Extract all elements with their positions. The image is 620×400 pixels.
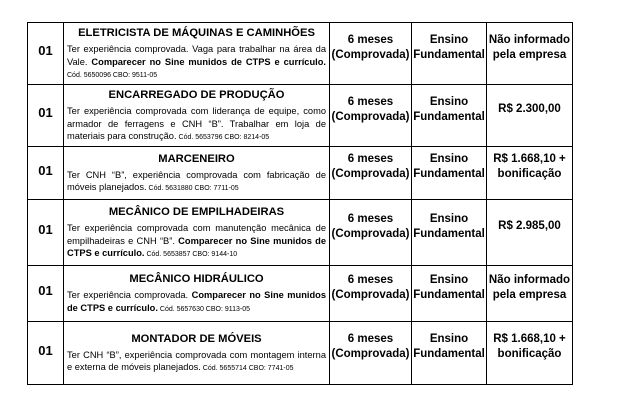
job-title: MARCENEIRO: [158, 152, 235, 165]
education-required: Ensino Fundamental: [412, 85, 487, 147]
job-requirements: Ter experiência comprovada com liderança de equipe, como armador de ferragens e CNH “B”. Trabalhar em loja de materiais para construção.: [67, 106, 326, 141]
experience-required: 6 meses (Comprovada): [330, 147, 412, 200]
job-code: Cód. 5653796 CBO: 8214-05: [176, 133, 270, 141]
job-code: Cód. 5653857 CBO: 9144-10: [144, 250, 238, 258]
job-row: [28, 200, 573, 266]
vacancy-count: 01: [28, 85, 64, 147]
education-required: Ensino Fundamental: [412, 23, 487, 85]
vacancy-count: 01: [28, 266, 64, 322]
experience-required: 6 meses (Comprovada): [330, 266, 412, 322]
job-rows: [28, 23, 573, 385]
job-title: MONTADOR DE MÓVEIS: [131, 332, 262, 345]
salary: R$ 2.985,00: [487, 200, 573, 266]
vacancy-count: 01: [28, 23, 64, 85]
job-requirements: Ter CNH “B”, experiência comprovada com fabricação de móveis planejados.: [67, 169, 326, 193]
job-row: [28, 266, 573, 322]
job-instructions: Comparecer no Sine munidos de CTPS e currículo.: [67, 235, 326, 258]
salary: R$ 2.300,00: [487, 85, 573, 147]
experience-required: 6 meses (Comprovada): [330, 322, 412, 385]
experience-required: 6 meses (Comprovada): [330, 200, 412, 266]
job-instructions: Comparecer no Sine munidos de CTPS e currículo.: [91, 56, 326, 67]
vacancy-count: 01: [28, 147, 64, 200]
job-description: [64, 322, 330, 385]
job-row: [28, 23, 573, 85]
job-requirements: Ter experiência comprovada.: [67, 290, 192, 301]
experience-required: 6 meses (Comprovada): [330, 85, 412, 147]
salary: Não informado pela empresa: [487, 23, 573, 85]
job-description: [64, 23, 330, 85]
job-row: [28, 322, 573, 385]
education-required: Ensino Fundamental: [412, 322, 487, 385]
job-code: Cód. 5657630 CBO: 9113-05: [157, 305, 251, 313]
job-description: [64, 85, 330, 147]
vacancy-count: 01: [28, 200, 64, 266]
job-title: ENCARREGADO DE PRODUÇÃO: [108, 89, 285, 102]
job-code: Cód. 5631880 CBO: 7711-05: [146, 185, 239, 193]
education-required: Ensino Fundamental: [412, 200, 487, 266]
job-description: [64, 200, 330, 266]
job-code: Cód. 5655714 CBO: 7741-05: [200, 365, 294, 373]
job-row: [28, 85, 573, 147]
experience-required: 6 meses (Comprovada): [330, 23, 412, 85]
salary: R$ 1.668,10 + bonificação: [487, 147, 573, 200]
job-description: [64, 147, 330, 200]
job-requirements: Ter experiência comprovada com manutenção mecânica de empilhadeiras e CNH “B”.: [67, 223, 326, 246]
job-title: ELETRICISTA DE MÁQUINAS E CAMINHÕES: [78, 27, 315, 40]
job-title: MECÂNICO HIDRÁULICO: [129, 273, 264, 286]
vacancy-count: 01: [28, 322, 64, 385]
job-requirements: Ter experiência comprovada. Vaga para trabalhar na área da Vale.: [67, 44, 326, 67]
job-requirements: Ter CNH “B”, experiência comprovada com montagem interna e externa de móveis planejados.: [67, 349, 326, 373]
job-code: Cód. 5650096 CBO: 9511-05: [67, 71, 158, 79]
salary: Não informado pela empresa: [487, 266, 573, 322]
job-description: [64, 266, 330, 322]
job-title: MECÂNICO DE EMPILHADEIRAS: [108, 206, 285, 219]
job-row: [28, 147, 573, 200]
job-listings-table: [27, 22, 573, 385]
job-instructions: Comparecer no Sine munidos de CTPS e currículo.: [67, 290, 326, 313]
education-required: Ensino Fundamental: [412, 147, 487, 200]
education-required: Ensino Fundamental: [412, 266, 487, 322]
salary: R$ 1.668,10 + bonificação: [487, 322, 573, 385]
